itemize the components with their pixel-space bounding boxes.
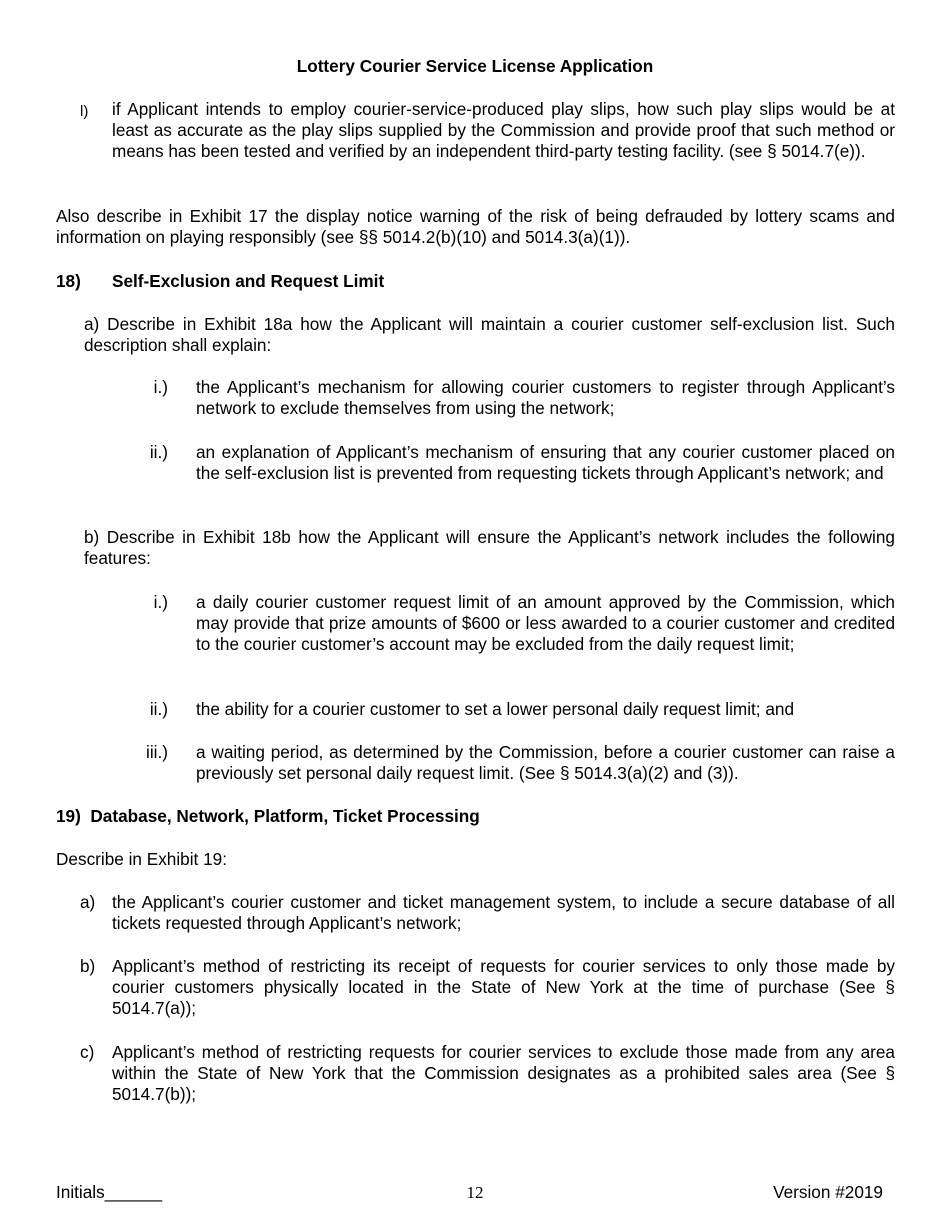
section18-a-text: a) Describe in Exhibit 18a how the Applicant will maintain a courier customer self-exclusion list. Such description shall explain:: [84, 314, 895, 356]
section18-a-item-marker: i.): [153, 377, 168, 397]
section18-b-text: b) Describe in Exhibit 18b how the Applicant will ensure the Applicant’s network includes the following features:: [84, 527, 895, 569]
section18-b-item-text: a waiting period, as determined by the Commission, before a courier customer can raise a previously set personal daily request limit. (See § 5014.3(a)(2) and (3)).: [196, 742, 895, 784]
item-l-marker: l): [80, 103, 89, 120]
section19-item-text: Applicant’s method of restricting requests for courier services to exclude those made from any area within the State of New York that the Commission designates as a prohibited sales area (See § 5014.7(b));: [112, 1042, 895, 1105]
section19-item-text: Applicant’s method of restricting its receipt of requests for courier services to only those made by courier customers physically located in the State of New York at the time of purchase (See § 5014.7(a));: [112, 956, 895, 1019]
section19-heading: 19) Database, Network, Platform, Ticket Processing: [56, 806, 480, 826]
section18-b-item-marker: i.): [153, 592, 168, 612]
section18-b-item-text: the ability for a courier customer to set a lower personal daily request limit; and: [196, 699, 795, 719]
section18-b-item-marker: ii.): [149, 699, 168, 719]
section18-heading: Self-Exclusion and Request Limit: [112, 271, 385, 291]
section19-intro: Describe in Exhibit 19:: [56, 849, 228, 869]
exhibit17-note: Also describe in Exhibit 17 the display notice warning of the risk of being defrauded by lottery scams and information on playing responsibly (see §§ 5014.2(b)(10) and 5014.3(a)(1)).: [56, 206, 895, 248]
section18-a-item-text: the Applicant’s mechanism for allowing courier customers to register through Applicant’s network to exclude themselves from using the network;: [196, 377, 895, 419]
footer-page-number: 12: [466, 1183, 484, 1202]
item-l-text: if Applicant intends to employ courier-service-produced play slips, how such play slips would be at least as accurate as the play slips supplied by the Commission and provide proof that such method or means has been tested and verified by an independent third-party testing facility. (see § 5014.7(e)).: [112, 99, 895, 162]
section18-b-item-text: a daily courier customer request limit of an amount approved by the Commission, which may provide that prize amounts of $600 or less awarded to a courier customer and credited to the courier customer’s account may be excluded from the daily request limit;: [196, 592, 895, 655]
footer-version: Version #2019: [773, 1182, 883, 1202]
section18-a-item-text: an explanation of Applicant’s mechanism of ensuring that any courier customer placed on the self-exclusion list is prevented from requesting tickets through Applicant’s network; and: [196, 442, 895, 484]
section18-a-item-marker: ii.): [149, 442, 168, 462]
section19-item-marker: a): [80, 892, 96, 912]
section18-b-item-marker: iii.): [146, 742, 168, 762]
page-title: Lottery Courier Service License Application: [296, 56, 654, 76]
section19-item-text: the Applicant’s courier customer and ticket management system, to include a secure database of all tickets requested through Applicant’s network;: [112, 892, 895, 934]
section19-item-marker: c): [80, 1042, 95, 1062]
section18-number: 18): [56, 271, 81, 291]
section19-item-marker: b): [80, 956, 96, 976]
footer-initials: Initials______: [56, 1182, 163, 1202]
